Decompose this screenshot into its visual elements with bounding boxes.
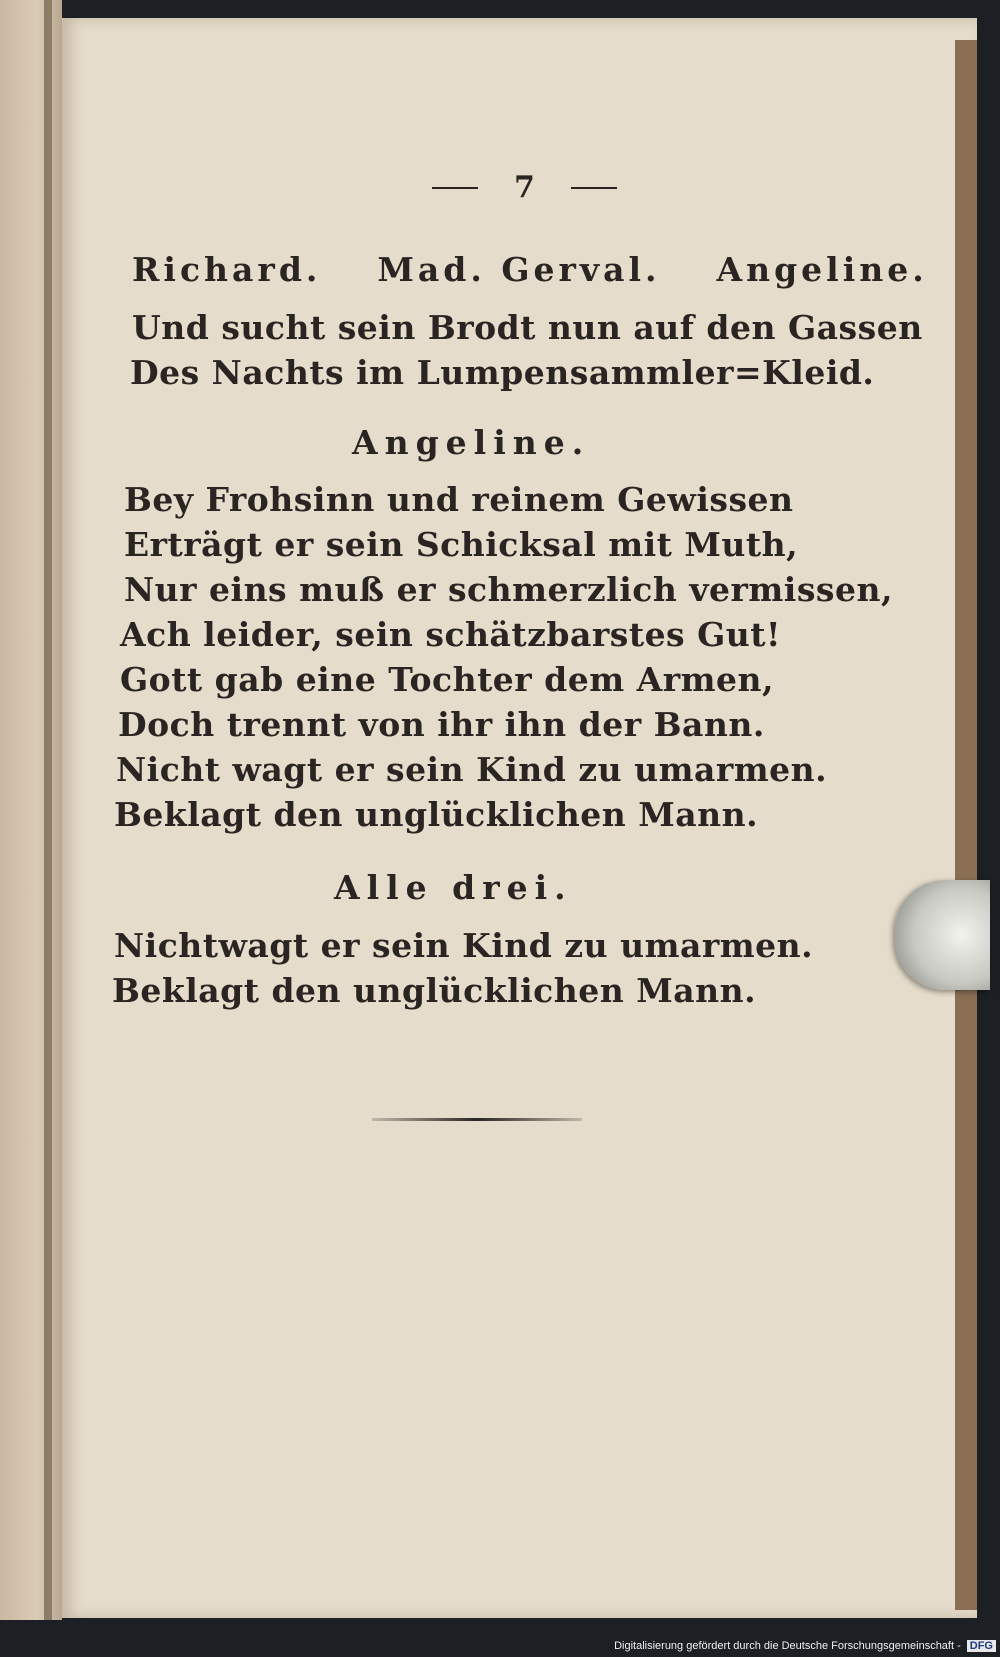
footer-text: Digitalisierung gefördert durch die Deutsche Forschungsgemeinschaft -: [614, 1640, 961, 1652]
speakers-heading: [132, 250, 972, 289]
dash-left: [432, 187, 478, 189]
page-right-edge: [955, 40, 977, 1610]
verse-line: Des Nachts im Lumpensammler=Kleid.: [130, 353, 875, 392]
page-number: 7: [514, 170, 535, 205]
verse-line: Bey Frohsinn und reinem Gewissen: [124, 480, 794, 519]
verse-line: Doch trennt von ihr ihn der Bann.: [118, 705, 765, 744]
verse-line: Ach leider, sein schätzbarstes Gut!: [120, 615, 782, 654]
verse-line: Erträgt er sein Schicksal mit Muth,: [124, 525, 799, 564]
left-page-edge: [44, 0, 52, 1620]
verse-line: Und sucht sein Brodt nun auf den Gassen: [132, 308, 923, 347]
verse-line: Beklagt den unglücklichen Mann.: [114, 795, 759, 834]
speaker-angeline: Angeline.: [716, 250, 928, 289]
section-rule: [372, 1118, 582, 1121]
verse-line: Nicht wagt er sein Kind zu umarmen.: [116, 750, 828, 789]
dfg-logo: DFG: [967, 1640, 996, 1652]
speaker-heading: Angeline.: [352, 423, 591, 462]
page-number-row: [432, 170, 617, 205]
footer-bar: [0, 1640, 1000, 1657]
dash-right: [571, 187, 617, 189]
speaker-heading: Alle drei.: [334, 868, 573, 907]
verse-line: Beklagt den unglücklichen Mann.: [112, 971, 757, 1010]
speaker-richard: Richard.: [132, 250, 322, 289]
verse-line: Gott gab eine Tochter dem Armen,: [120, 660, 775, 699]
speaker-gerval: Mad. Gerval.: [377, 250, 661, 289]
verse-line: Nur eins muß er schmerzlich vermissen,: [124, 570, 893, 609]
left-page: [0, 0, 62, 1620]
book-page: [62, 18, 977, 1618]
page-text: [62, 18, 977, 1618]
page-clip: [895, 880, 990, 990]
verse-line: Nichtwagt er sein Kind zu umarmen.: [114, 926, 814, 965]
